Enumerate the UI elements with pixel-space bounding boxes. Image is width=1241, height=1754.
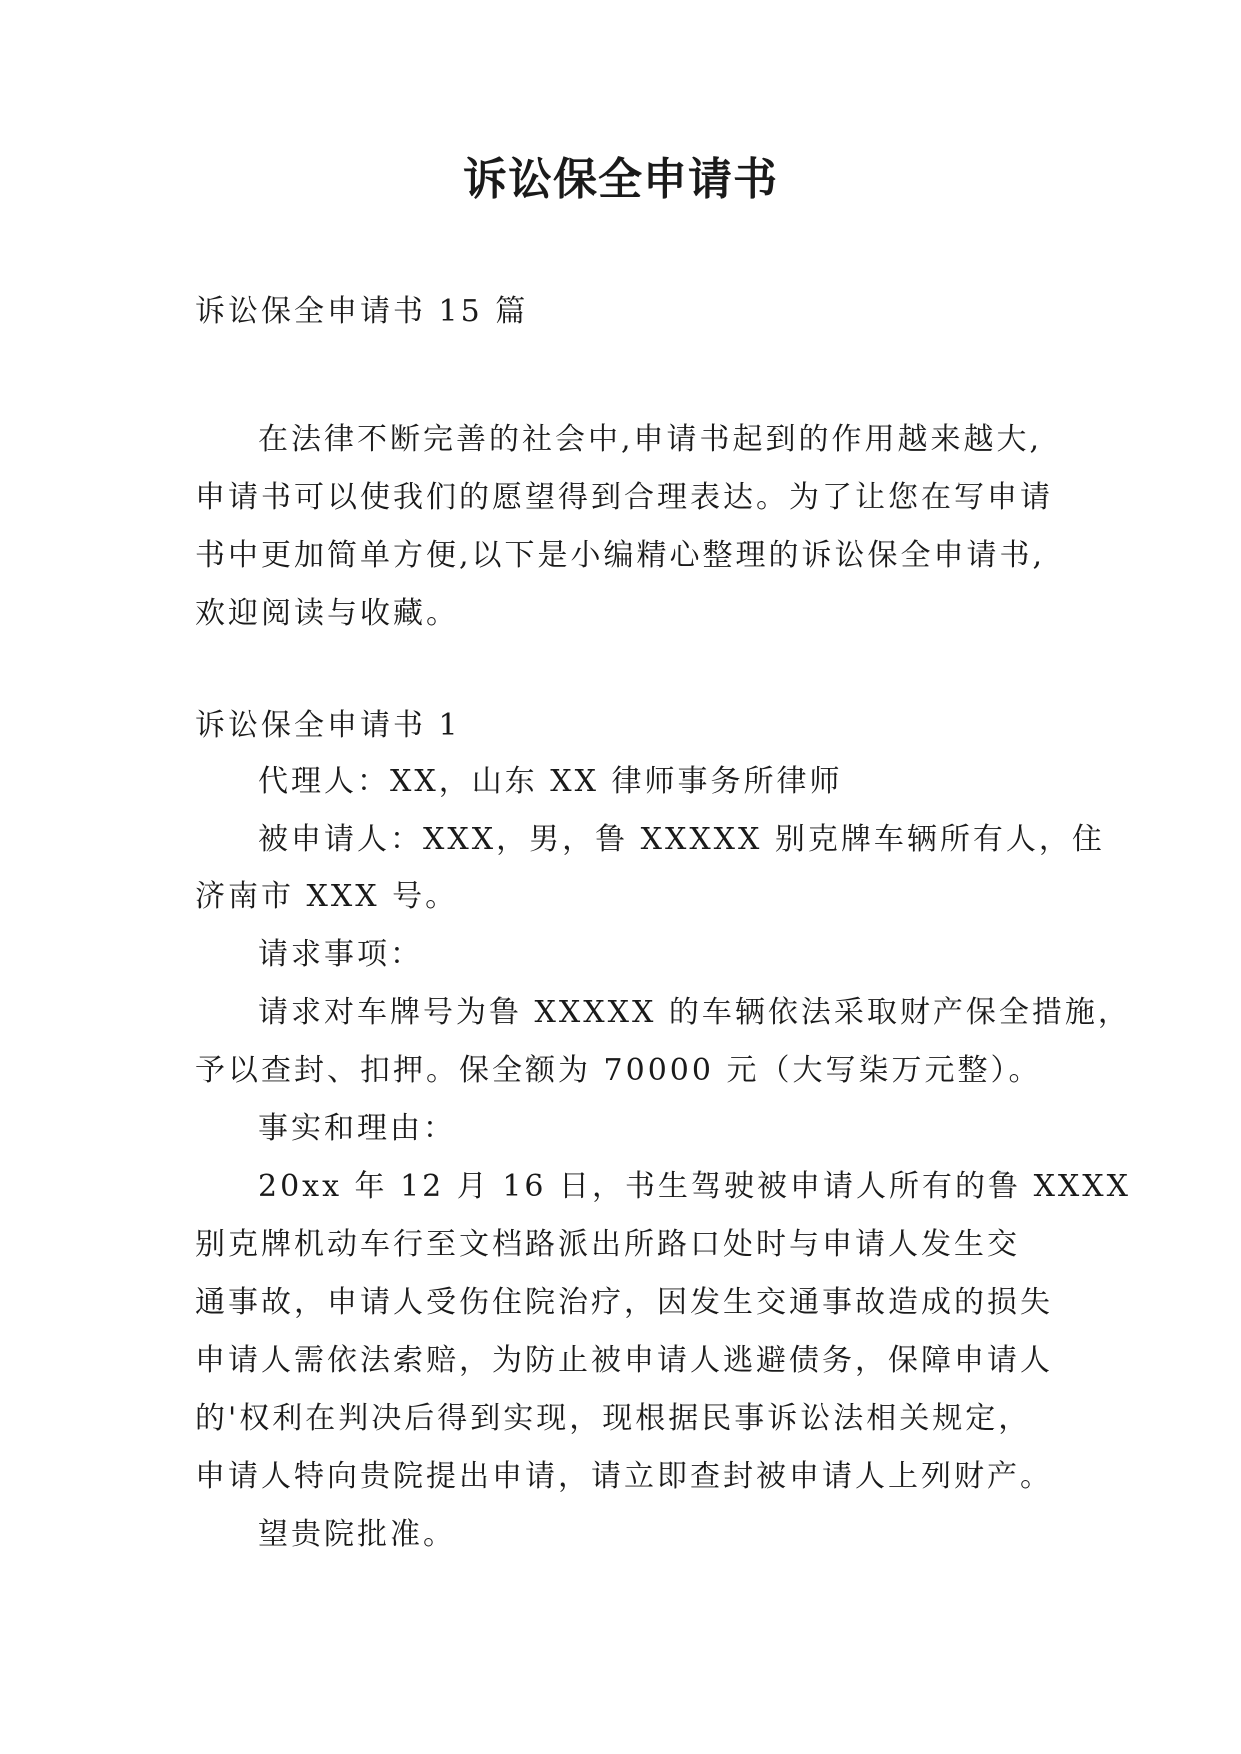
subtitle-line: 诉讼保全申请书 15 篇 [195, 294, 529, 329]
document-title: 诉讼保全申请书 [463, 154, 778, 205]
agent-line: 代理人：XX，山东 XX 律师事务所律师 [258, 764, 843, 799]
request-heading: 请求事项： [258, 937, 423, 972]
facts-line-2: 别克牌机动车行至文档路派出所路口处时与申请人发生交 [195, 1227, 1020, 1262]
intro-line-1: 在法律不断完善的社会中,申请书起到的作用越来越大, [258, 422, 1043, 457]
respondent-line-2: 济南市 XXX 号。 [195, 879, 459, 914]
respondent-line-1: 被申请人：XXX，男，鲁 XXXXX 别克牌车辆所有人，住 [258, 822, 1105, 857]
facts-line-6: 申请人特向贵院提出申请，请立即查封被申请人上列财产。 [195, 1459, 1053, 1494]
section-heading: 诉讼保全申请书 1 [195, 708, 461, 743]
request-line-2: 予以查封、扣押。保全额为 70000 元（大写柒万元整）。 [195, 1053, 1042, 1088]
facts-line-5: 的'权利在判决后得到实现，现根据民事诉讼法相关规定， [195, 1401, 1032, 1436]
facts-line-3: 通事故，申请人受伤住院治疗，因发生交通事故造成的损失 [195, 1285, 1053, 1320]
closing-line: 望贵院批准。 [258, 1517, 456, 1552]
intro-line-4: 欢迎阅读与收藏。 [195, 596, 459, 631]
request-line-1: 请求对车牌号为鲁 XXXXX 的车辆依法采取财产保全措施， [258, 995, 1131, 1030]
intro-line-2: 申请书可以使我们的愿望得到合理表达。为了让您在写申请 [195, 480, 1053, 515]
facts-line-4: 申请人需依法索赔，为防止被申请人逃避债务，保障申请人 [195, 1343, 1053, 1378]
intro-line-3: 书中更加简单方便,以下是小编精心整理的诉讼保全申请书, [195, 538, 1046, 573]
facts-heading: 事实和理由： [258, 1111, 456, 1146]
facts-line-1: 20xx 年 12 月 16 日，书生驾驶被申请人所有的鲁 XXXX [258, 1169, 1132, 1204]
